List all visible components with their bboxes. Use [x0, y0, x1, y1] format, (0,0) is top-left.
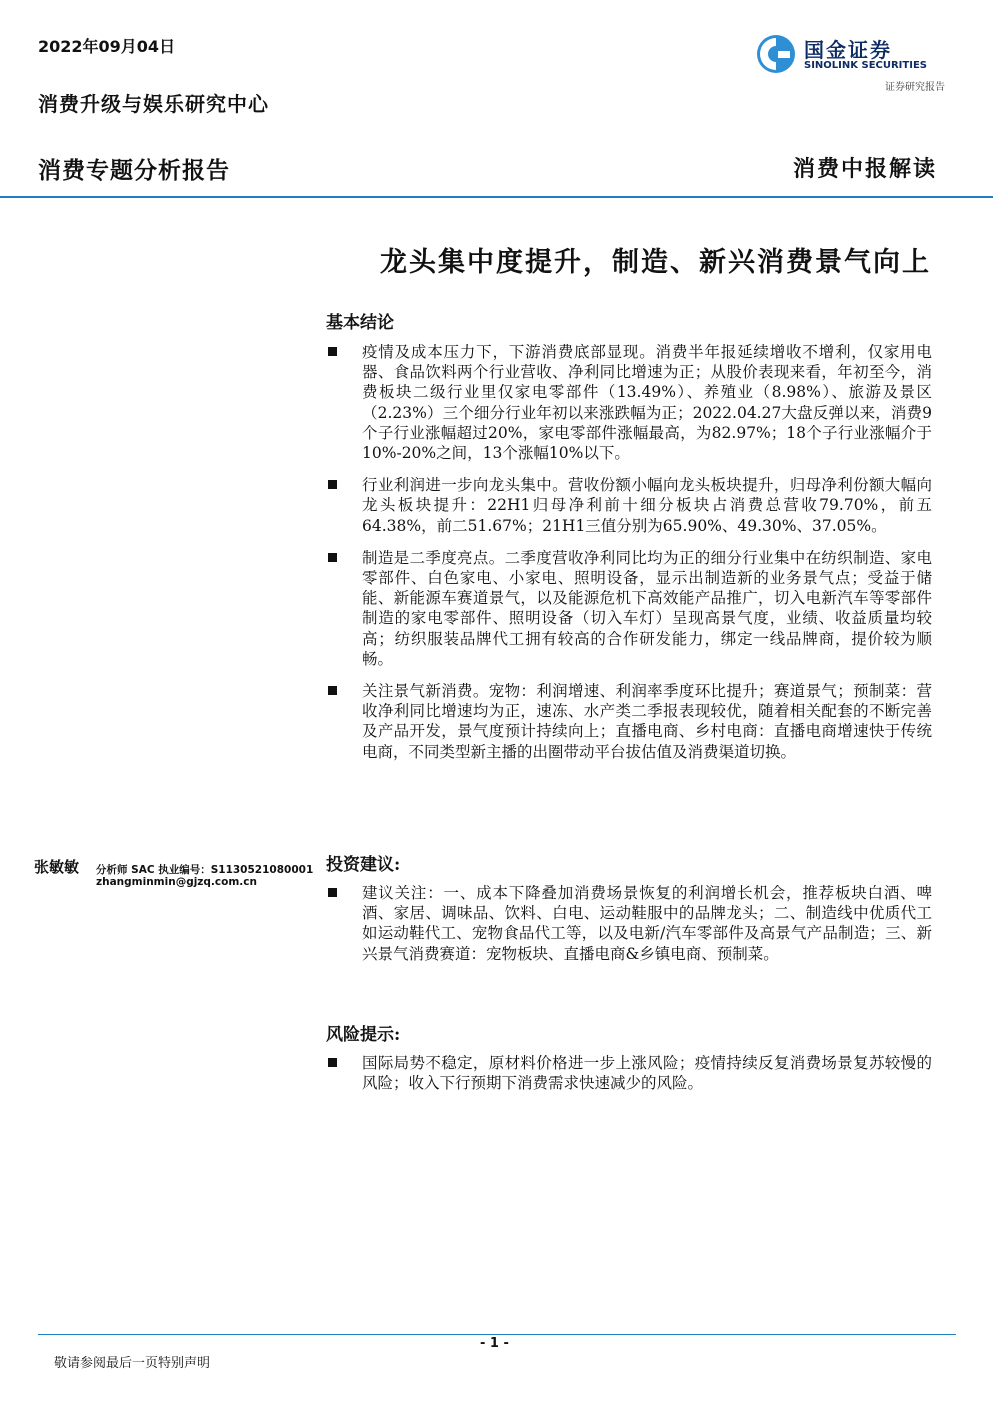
logo-mark-icon	[756, 34, 796, 74]
square-bullet-icon	[328, 480, 337, 489]
bullet-text: 疫情及成本压力下，下游消费底部显现。消费半年报延续增收不增利，仅家用电器、食品饮料两个行业营收、净利同比增速为正；从股价表现来看，年初至今，消费板块二级行业里仅家电零部件（13.49%）、养殖业（8.98%）、旅游及景区（2.23%）三个细分行业年初以来涨跌幅为正；2022.04.27大盘反弹以来，消费9个子行业涨幅超过20%，家电零部件涨幅最高，为82.97%；18个子行业涨幅介于10%-20%之间，13个涨幅10%以下。	[362, 343, 932, 463]
report-tag: 消费中报解读	[792, 156, 937, 182]
page-number: - 1 -	[480, 1336, 509, 1351]
list-item	[326, 1053, 932, 1093]
research-center: 消费升级与娱乐研究中心	[38, 92, 269, 116]
logo-english-name: SINOLINK SECURITIES	[804, 60, 927, 71]
report-date: 2022年09月04日	[38, 37, 176, 56]
list-item	[326, 681, 932, 762]
bullet-text: 关注景气新消费。宠物：利润增速、利润率季度环比提升；赛道景气；预制菜：营收净利同比增速均为正，速冻、水产类二季报表现较优，随着相关配套的不断完善及产品开发，景气度预计持续向上；直播电商、乡村电商：直播电商增速快于传统电商，不同类型新主播的出圈带动平台拔估值及消费渠道切换。	[362, 682, 932, 761]
logo-chinese-name: 国金证券	[804, 38, 892, 62]
risk-list	[326, 1053, 932, 1093]
bullet-text: 行业利润进一步向龙头集中。营收份额小幅向龙头板块提升，归母净利份额大幅向龙头板块提升：22H1归母净利前十细分板块占消费总营收79.70%，前五64.38%，前二51.67%；21H1三值分别为65.90%、49.30%、37.05%。	[362, 476, 932, 535]
list-item	[326, 883, 932, 964]
bullet-text: 建议关注：一、成本下降叠加消费场景恢复的利润增长机会，推荐板块白酒、啤酒、家居、调味品、饮料、白电、运动鞋服中的品牌龙头；二、制造线中优质代工如运动鞋代工、宠物食品代工等，以及电新/汽车零部件及高景气产品制造；三、新兴景气消费赛道：宠物板块、直播电商&乡镇电商、预制菜。	[362, 884, 932, 963]
header-divider	[0, 196, 993, 198]
analyst-name: 张敏敏	[34, 858, 80, 876]
section-heading-risk: 风险提示:	[326, 1025, 401, 1045]
list-item	[326, 342, 932, 463]
square-bullet-icon	[328, 888, 337, 897]
section-heading-conclusion: 基本结论	[326, 313, 394, 333]
analyst-email: zhangminmin@gjzq.com.cn	[96, 876, 257, 888]
section-heading-investment: 投资建议:	[326, 855, 401, 875]
bullet-text: 制造是二季度亮点。二季度营收净利同比均为正的细分行业集中在纺织制造、家电零部件、白色家电、小家电、照明设备，显示出制造新的业务景气点；受益于储能、新能源车赛道景气，以及能源危机下高效能产品推广，切入电新汽车等零部件制造的家电零部件、照明设备（切入车灯）呈现高景气度，业绩、收益质量均较高；纺织服装品牌代工拥有较高的合作研发能力，绑定一线品牌商，提价较为顺畅。	[362, 548, 932, 668]
disclaimer-note: 敬请参阅最后一页特别声明	[54, 1356, 211, 1371]
footer-divider	[38, 1334, 956, 1335]
conclusion-list	[326, 342, 932, 762]
logo-subtitle: 证券研究报告	[885, 82, 945, 93]
square-bullet-icon	[328, 553, 337, 562]
analyst-certificate: 分析师 SAC 执业编号：S1130521080001	[96, 864, 314, 876]
report-type: 消费专题分析报告	[38, 158, 230, 184]
company-logo	[756, 32, 944, 76]
page-title: 龙头集中度提升，制造、新兴消费景气向上	[380, 247, 931, 278]
list-item	[326, 475, 932, 536]
square-bullet-icon	[328, 686, 337, 695]
square-bullet-icon	[328, 347, 337, 356]
list-item	[326, 548, 932, 669]
square-bullet-icon	[328, 1058, 337, 1067]
investment-list	[326, 883, 932, 964]
bullet-text: 国际局势不稳定，原材料价格进一步上涨风险；疫情持续反复消费场景复苏较慢的风险；收入下行预期下消费需求快速减少的风险。	[362, 1054, 932, 1093]
